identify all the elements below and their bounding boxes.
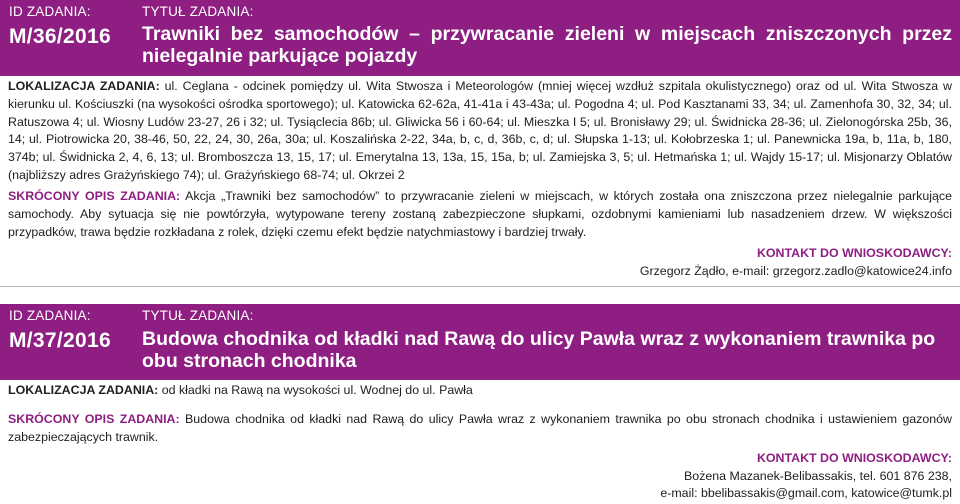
location-text: od kładki na Rawą na wysokości ul. Wodnej do ul. Pawła [161, 383, 473, 397]
location-section [8, 78, 952, 185]
contact-line: Grzegorz Żądło, e-mail: grzegorz.zadlo@katowice24.info [639, 264, 952, 278]
location-label: LOKALIZACJA ZADANIA: [8, 383, 159, 397]
title-label: TYTUŁ ZADANIA: [142, 308, 254, 323]
description-label: SKRÓCONY OPIS ZADANIA: [8, 189, 181, 203]
title-label: TYTUŁ ZADANIA: [142, 4, 254, 19]
task-title: Trawniki bez samochodów – przywracanie zieleni w miejscach zniszczonych przez nielegalnie parkujące pojazdy [142, 23, 952, 67]
task-title: Budowa chodnika od kładki nad Rawą do ulicy Pawła wraz z wykonaniem trawnika po obu stronach chodnika [142, 328, 936, 372]
id-label: ID ZADANIA: [9, 308, 91, 323]
location-label: LOKALIZACJA ZADANIA: [8, 79, 160, 93]
task-header [0, 0, 960, 76]
description-text: Akcja „Trawniki bez samochodów” to przywracanie zieleni w miejscach, w których została ona zniszczona przez nielegalnie parkujące samochody. Aby sytuacja się nie powtórzyła, wytypowane tereny zostaną zabezpieczone słupkami, ozdobnymi kamieniami lub nasadzeniem drzew. W większości przypadków, trawa będzie rozkładana z rolek, dzięki czemu efekt będzie natychmiastowy i bardziej trwały. [8, 189, 952, 239]
task-id: M/36/2016 [9, 25, 111, 48]
contact-line: Bożena Mazanek-Belibassakis, tel. 601 876 238, [684, 469, 952, 483]
description-section [8, 411, 952, 447]
contact-label: KONTAKT DO WNIOSKODAWCY: [756, 451, 952, 465]
location-text: ul. Ceglana - odcinek pomiędzy ul. Wita Stwosza i Meteorologów (mniej więcej wzdłuż szpitala okulistycznego) oraz od ul. Wita Stwosza w kierunku ul. Kościuszki (na wysokości ośrodka sportowego); ul. Katowicka 62-62a, 41-41a i 43-43a; ul. Pogodna 4; ul. Pod Kasztanami 33, 34; ul. Zamenhofa 30, 32, 34; ul. Ratuszowa 4; ul. Wiosny Ludów 23-27, 26 i 32; ul. Tysiąclecia 86b; ul. Gliwicka 56 i 60-64; ul. Mieszka I 5; ul. Bronisławy 29; ul. Świdnicka 28-36; ul. Zielonogórska 25b, 36, 14; ul. Piotrowicka 20, 38-46, 50, 22, 24, 30, 26a, 30a; ul. Koszalińska 2-22, 34a, b, c, d, 36b, c, d; ul. Słupska 1-13; ul. Kołobrzeska 1; ul. Panewnicka 19a, b, 11a, b, 180, 374b; ul. Świdnicka 2, 4, 6, 13; ul. Bromboszcza 13, 15, 17; ul. Emerytalna 13, 13a, 15, 15a, b; ul. Zamiejska 3, 5; ul. Hetmańska 1; ul. Wajdy 15-17; ul. Misjonarzy Oblatów (najbliższy adres Grażyńskiego 74); ul. Grażyńskiego 68-74; ul. Okrzei 2 [8, 79, 953, 182]
task-id: M/37/2016 [9, 329, 111, 352]
contact-label: KONTAKT DO WNIOSKODAWCY: [756, 246, 952, 260]
description-section [8, 188, 952, 241]
id-label: ID ZADANIA: [9, 4, 91, 19]
description-label: SKRÓCONY OPIS ZADANIA: [8, 412, 180, 426]
divider [0, 286, 960, 287]
task-header [0, 304, 960, 380]
description-text: Budowa chodnika od kładki nad Rawą do ulicy Pawła wraz z wykonaniem trawnika po obu stronach chodnika i ustawieniem gazonów zabezpieczających trawnik. [8, 412, 952, 444]
contact-line: e-mail: bbelibassakis@gmail.com, katowice@tumk.pl [660, 486, 952, 500]
location-section [8, 382, 952, 400]
